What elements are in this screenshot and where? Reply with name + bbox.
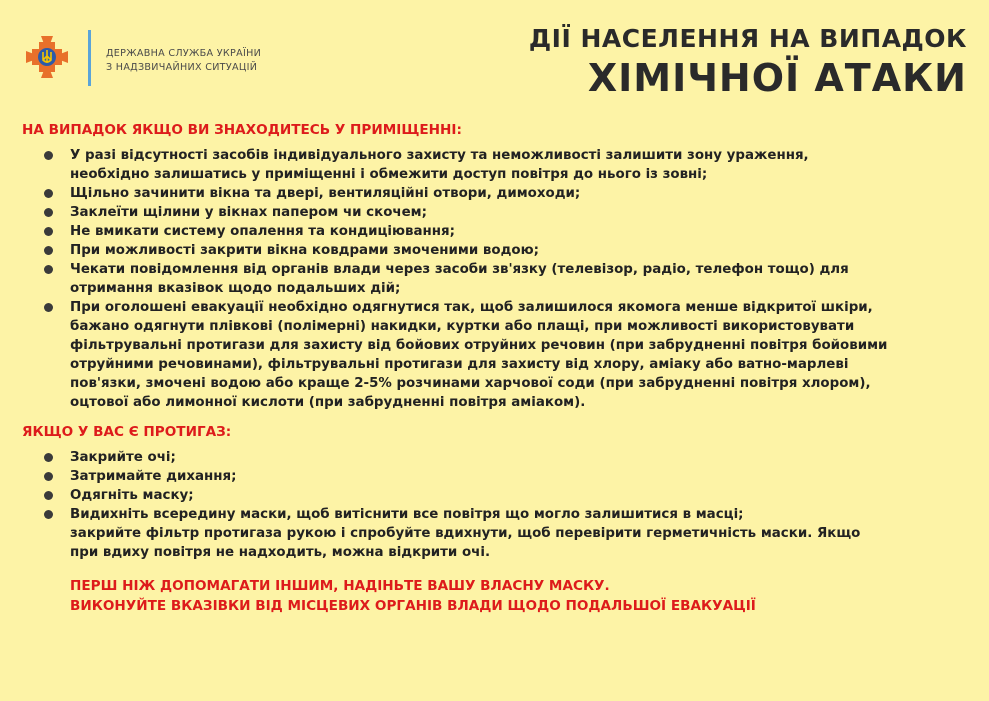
list-item: Не вмикати систему опалення та кондиціювання;: [22, 222, 972, 241]
indoor-instructions-list: [22, 146, 972, 412]
agency-name-line1: ДЕРЖАВНА СЛУЖБА УКРАЇНИ: [106, 48, 262, 59]
warning-follow-evacuation: ВИКОНУЙТЕ ВКАЗІВКИ ВІД МІСЦЕВИХ ОРГАНІВ ВЛАДИ ЩОДО ПОДАЛЬШОЇ ЕВАКУАЦІЇ: [70, 598, 756, 614]
list-item: Одягніть маску;: [22, 486, 972, 505]
list-item: При оголошені евакуації необхідно одягнутися так, щоб залишилося якомога менше відкритої шкіри, бажано одягнути плівкові (полімерні) накидки, куртки або плащі, при можливості використовувати фільтрувальні протигази для захисту від бойових отруйних речовин (при забрудненні повітря бойовими отруйними речовинами), фільтрувальні протигази для захисту від хлору, аміаку або ватно-марлеві пов'язки, змочені водою або краще 2-5% розчинами харчової соди (при забрудненні повітря хлором), оцтової або лимонної кислоти (при забрудненні повітря аміаком).: [22, 298, 972, 412]
indoor-section-heading: НА ВИПАДОК ЯКЩО ВИ ЗНАХОДИТЕСЬ У ПРИМІЩЕННІ:: [22, 122, 462, 138]
list-item: При можливості закрити вікна ковдрами змоченими водою;: [22, 241, 972, 260]
agency-name-line2: З НАДЗВИЧАЙНИХ СИТУАЦІЙ: [106, 62, 258, 73]
gas-mask-section: [22, 422, 972, 562]
gas-mask-instructions-list: [22, 448, 972, 562]
list-item: Заклеїти щілини у вікнах папером чи скочем;: [22, 203, 972, 222]
list-item: Чекати повідомлення від органів влади через засоби зв'язку (телевізор, радіо, телефон тощо) для отримання вказівок щодо подальших дій;: [22, 260, 972, 298]
warnings: [22, 576, 972, 616]
gas-mask-section-heading: ЯКЩО У ВАС Є ПРОТИГАЗ:: [22, 424, 232, 440]
poster-header: [0, 0, 989, 112]
list-item: Затримайте дихання;: [22, 467, 972, 486]
list-item: У разі відсутності засобів індивідуального захисту та неможливості залишити зону ураження, необхідно залишатись у приміщенні і обмежити доступ повітря до нього із зовні;: [22, 146, 972, 184]
warning-own-mask-first: ПЕРШ НІЖ ДОПОМАГАТИ ІНШИМ, НАДІНЬТЕ ВАШУ ВЛАСНУ МАСКУ.: [70, 578, 610, 594]
agency-name: [106, 47, 261, 75]
poster-title-line2: ХІМІЧНОЇ АТАКИ: [587, 56, 967, 100]
list-item: Видихніть всередину маски, щоб витіснити все повітря що могло залишитися в масці; закрийте фільтр протигаза рукою і спробуйте вдихнути, щоб перевірити герметичність маски. Якщо при вдиху повітря не надходить, можна відкрити очі.: [22, 505, 972, 562]
list-item: Закрийте очі;: [22, 448, 972, 467]
poster-content: [22, 120, 972, 616]
list-item: Щільно зачинити вікна та двері, вентиляційні отвори, димоходи;: [22, 184, 972, 203]
dsns-star-cross-emblem-icon: [24, 34, 70, 80]
header-divider: [88, 30, 91, 86]
poster-title-line1: ДІЇ НАСЕЛЕННЯ НА ВИПАДОК: [528, 24, 967, 53]
poster-title: [529, 22, 967, 100]
